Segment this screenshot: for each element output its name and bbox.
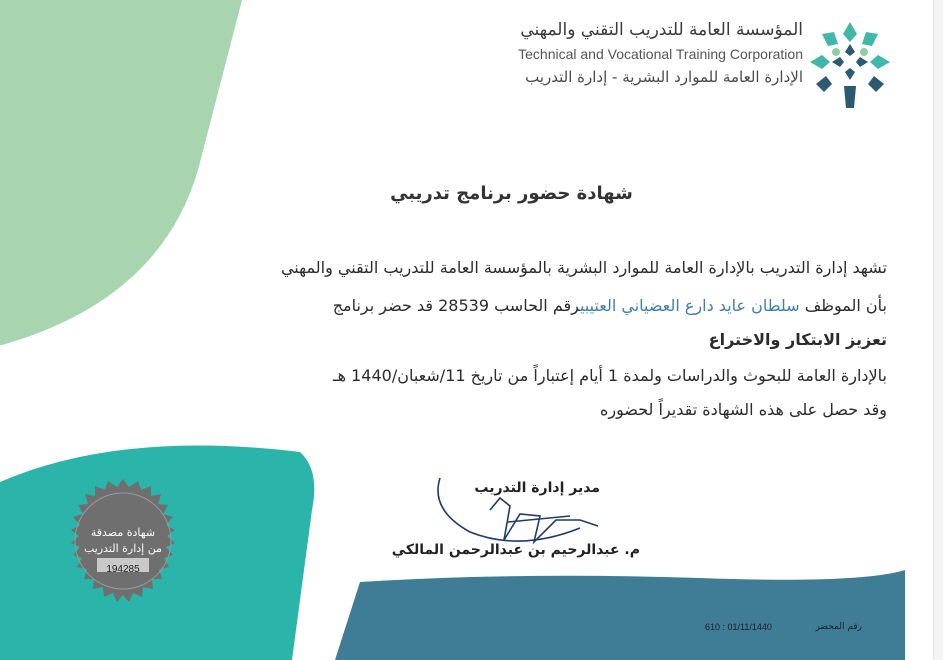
certificate-line-2: [247, 296, 887, 315]
certificate-line-5: وقد حصل على هذه الشهادة تقديراً لحضوره: [599, 400, 887, 419]
reference-label: رقم المحضر: [815, 622, 862, 632]
seal-line-2: من إدارة التدريب: [83, 542, 163, 555]
employee-prefix: بأن الموظف: [804, 296, 887, 315]
employee-suffix: رقم الحاسب 28539 قد حضر برنامج: [332, 296, 580, 315]
seal-line-1: شهادة مصدقة: [90, 526, 156, 539]
green-diagonal-band: [0, 0, 242, 345]
certificate-line-1: تشهد إدارة التدريب بالإدارة العامة للموارد البشرية بالمؤسسة العامة للتدريب التقني والمهني: [280, 258, 887, 277]
program-name: تعزيز الابتكار والاختراع: [708, 330, 887, 349]
certificate-title: شهادة حضور برنامج تدريبي: [390, 183, 633, 204]
page-right-edge: [933, 0, 943, 660]
seal-number: 194285: [106, 564, 140, 575]
department-name: الإدارة العامة للموارد البشرية - إدارة التدريب: [525, 68, 803, 86]
blue-bottom-shape: [335, 570, 905, 660]
employee-name: سلطان عايد دارع العضياني العتيبي: [579, 296, 800, 315]
certificate-line-4: بالإدارة العامة للبحوث والدراسات ولمدة 1 أيام إعتباراً من تاريخ 11/شعبان/1440 هـ: [332, 366, 887, 385]
signer-name: م. عبدالرحيم بن عبدالرحمن المالكي: [391, 542, 640, 558]
org-name-english: Technical and Vocational Training Corporation: [518, 46, 803, 62]
org-name-arabic: المؤسسة العامة للتدريب التقني والمهني: [520, 20, 803, 40]
certified-seal-icon: [60, 478, 186, 604]
reference-value: 610 : 01/11/1440: [705, 622, 772, 632]
organization-header: [423, 18, 803, 88]
signer-title: مدير إدارة التدريب: [474, 480, 600, 496]
tvtc-star-logo-icon: [807, 16, 893, 112]
